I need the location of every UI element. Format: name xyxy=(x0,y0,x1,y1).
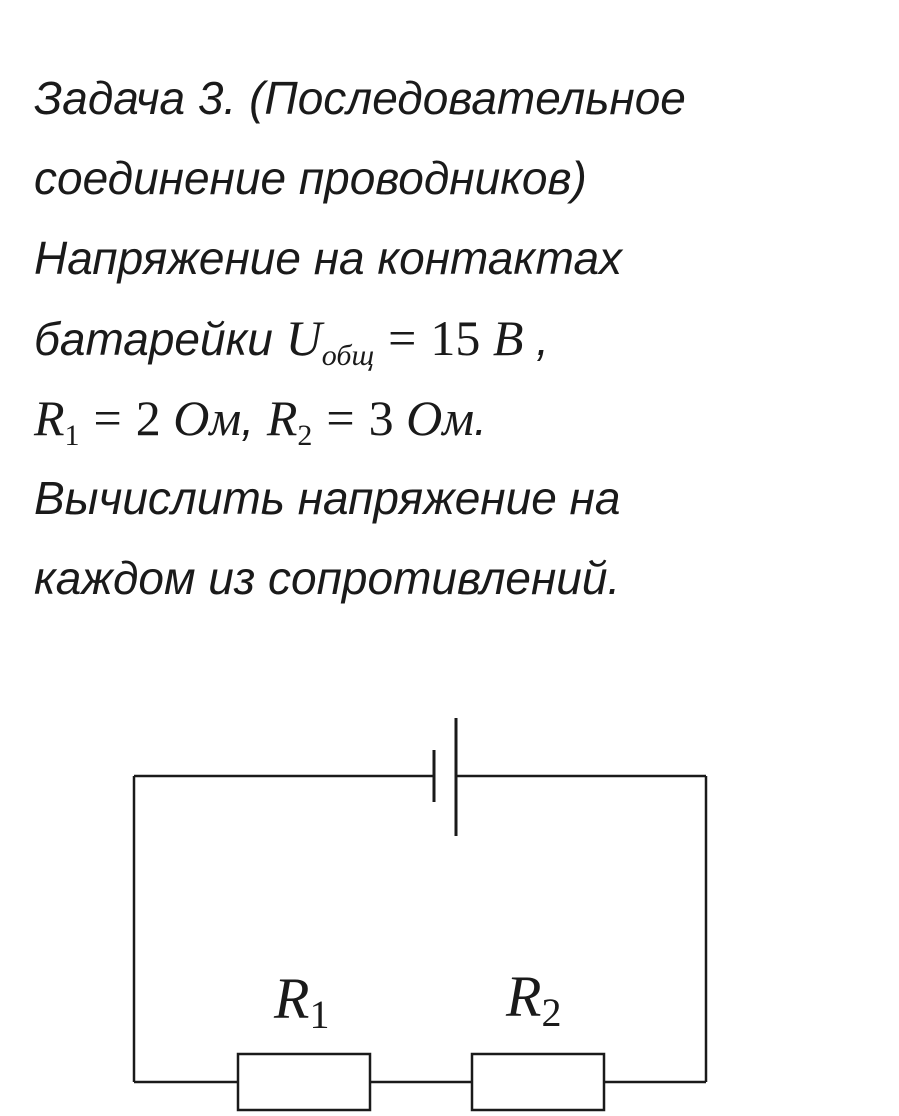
voltage-subscript: общ xyxy=(321,339,375,372)
voltage-line-tail: , xyxy=(523,313,549,365)
r1-symbol: R xyxy=(34,390,65,446)
voltage-equals: = xyxy=(388,310,417,366)
resistor-r2 xyxy=(472,1054,604,1110)
resistor-r1-label: R1 xyxy=(274,966,330,1037)
resistance-line xyxy=(34,378,884,458)
voltage-unit: В xyxy=(492,310,524,366)
voltage-line xyxy=(34,298,884,378)
voltage-value: 15 xyxy=(430,310,481,366)
r2-symbol: R xyxy=(266,390,298,446)
task-text xyxy=(34,58,884,618)
r1-formula xyxy=(34,390,242,452)
task-statement-line: Напряжение на контактах xyxy=(34,232,623,284)
r1-value: 2 xyxy=(135,390,161,446)
voltage-formula xyxy=(285,310,524,372)
r1-subscript: 1 xyxy=(64,419,80,452)
r2-value: 3 xyxy=(368,390,394,446)
task-subtitle: соединение проводников) xyxy=(34,152,587,204)
circuit-diagram xyxy=(0,700,899,1116)
r1-unit: Ом xyxy=(173,390,242,446)
task-title: Задача 3. (Последовательное xyxy=(34,72,686,124)
voltage-symbol: U xyxy=(285,310,322,366)
r2-formula xyxy=(266,390,475,452)
r2-subscript: 2 xyxy=(297,419,313,452)
task-question-line-end: каждом из сопротивлений. xyxy=(34,552,621,604)
resistance-separator: , xyxy=(241,393,267,445)
r2-unit: Ом xyxy=(406,390,475,446)
resistor-r1 xyxy=(238,1054,370,1110)
r1-equals: = xyxy=(93,390,122,446)
r2-equals: = xyxy=(326,390,355,446)
resistance-line-tail: . xyxy=(474,393,487,445)
task-question-line: Вычислить напряжение на xyxy=(34,472,621,524)
voltage-line-text: батарейки xyxy=(34,313,286,365)
resistor-r2-label: R2 xyxy=(506,964,562,1035)
